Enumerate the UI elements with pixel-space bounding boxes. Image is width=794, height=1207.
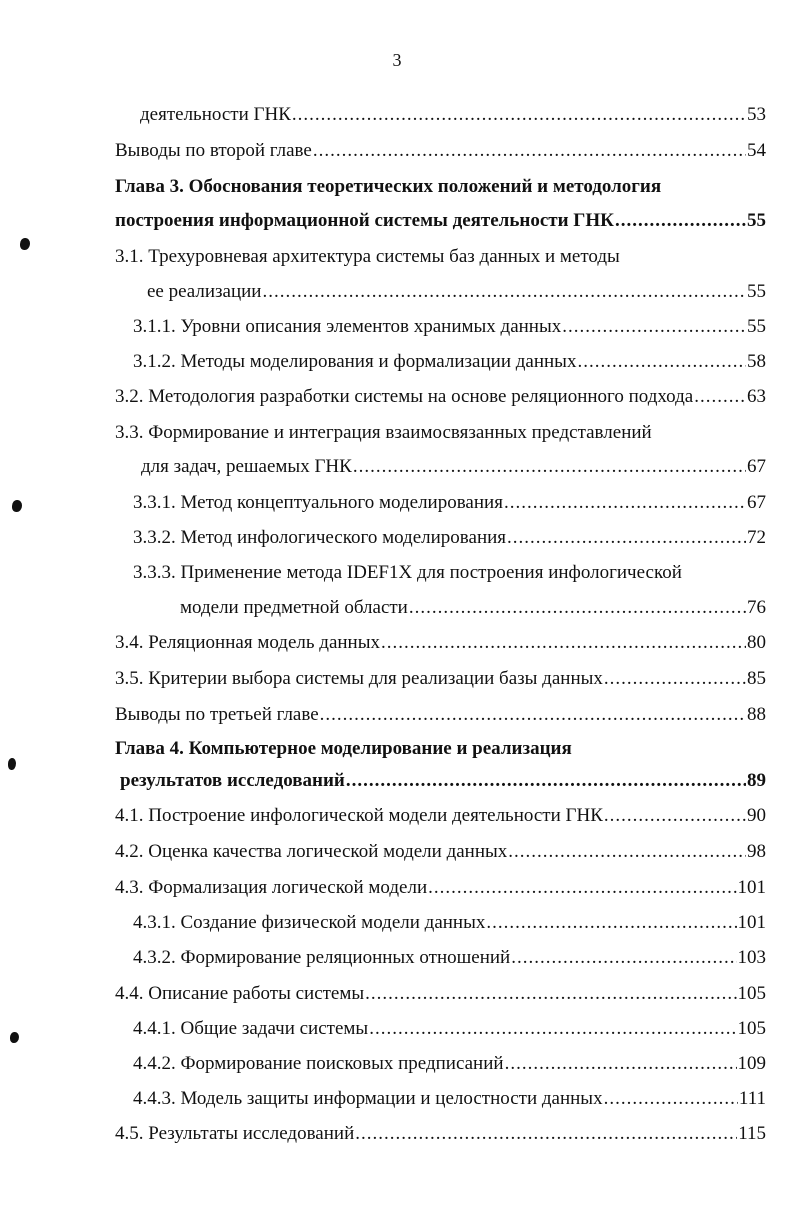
toc-entry-title: 4.2. Оценка качества логической модели данных [115,841,508,862]
leader-dots [409,595,746,621]
toc-section-heading[interactable] [115,420,652,446]
toc-entry[interactable] [133,314,766,340]
toc-entry[interactable] [133,525,766,551]
toc-entry-title: Глава 3. Обоснования теоретических положений и методология [115,176,662,197]
leader-dots [320,702,746,728]
toc-entry-title: 3.1. Трехуровневая архитектура системы баз данных и методы [115,246,620,267]
toc-entry-page: 67 [747,492,766,513]
toc-entry[interactable] [133,910,766,936]
toc-entry-page: 55 [747,281,766,302]
toc-entry-page: 53 [747,104,766,125]
toc-entry-page: 98 [747,841,766,862]
toc-entry-page: 109 [737,1053,766,1074]
toc-entry[interactable] [115,875,766,901]
leader-dots [604,666,746,692]
toc-entry-page: 105 [737,1018,766,1039]
leader-dots [262,279,746,305]
leader-dots [486,910,736,936]
toc-entry-title: деятельности ГНК [140,104,291,125]
toc-entry-title: построения информационной системы деятельности ГНК [115,210,614,231]
toc-entry-page: 101 [737,877,766,898]
toc-entry-page: 111 [738,1088,766,1109]
leader-dots [615,208,746,234]
leader-dots [508,839,746,865]
toc-entry[interactable] [180,595,766,621]
leader-dots [346,768,746,794]
toc-entry[interactable] [115,1121,766,1147]
toc-entry-title: модели предметной области [180,597,408,618]
punch-hole-mark [20,238,30,250]
toc-entry-page: 76 [747,597,766,618]
toc-entry-title: 4.4.2. Формирование поисковых предписаний [133,1053,504,1074]
toc-entry[interactable] [115,666,766,692]
toc-entry[interactable] [115,138,766,164]
toc-entry[interactable] [133,490,766,516]
toc-entry[interactable] [141,454,766,480]
leader-dots [562,314,746,340]
toc-entry-title: 3.3.2. Метод инфологического моделирования [133,527,507,548]
toc-entry-title: результатов исследований [120,770,345,791]
toc-entry-title: 3.1.1. Уровни описания элементов хранимых данных [133,316,562,337]
toc-entry-page: 55 [747,210,766,231]
leader-dots [604,1086,738,1112]
toc-entry[interactable] [133,349,766,375]
toc-entry-title: 3.5. Критерии выбора системы для реализации базы данных [115,668,603,689]
toc-entry-page: 88 [747,704,766,725]
toc-section-heading[interactable] [133,560,682,586]
leader-dots [381,630,746,656]
toc-entry-page: 103 [737,947,766,968]
toc-entry[interactable] [133,1016,766,1042]
toc-entry-title: Выводы по третьей главе [115,704,319,725]
leader-dots [577,349,746,375]
leader-dots [507,525,746,551]
punch-hole-mark [12,500,22,512]
toc-entry-page: 72 [747,527,766,548]
toc-chapter-heading[interactable] [115,736,572,762]
toc-entry[interactable] [120,768,766,794]
toc-entry-title: 4.3.1. Создание физической модели данных [133,912,486,933]
toc-entry-title: ее реализации [147,281,262,302]
leader-dots [428,875,736,901]
leader-dots [604,803,746,829]
toc-chapter-heading[interactable] [115,174,661,200]
toc-entry[interactable] [133,945,766,971]
toc-section-heading[interactable] [115,244,620,270]
toc-entry-title: 4.4. Описание работы системы [115,983,365,1004]
toc-entry-page: 80 [747,632,766,653]
toc-entry[interactable] [140,102,766,128]
toc-entry-page: 89 [747,770,766,791]
toc-entry[interactable] [115,702,766,728]
toc-entry-title: 3.1.2. Методы моделирования и формализации данных [133,351,577,372]
toc-entry[interactable] [115,981,766,1007]
leader-dots [353,454,746,480]
leader-dots [355,1121,737,1147]
toc-entry[interactable] [115,630,766,656]
punch-hole-mark [8,758,16,770]
toc-entry[interactable] [115,803,766,829]
toc-entry[interactable] [115,208,766,234]
toc-entry-page: 58 [747,351,766,372]
leader-dots [504,490,746,516]
toc-entry-title: 4.3. Формализация логической модели [115,877,428,898]
toc-entry-title: 3.3.3. Применение метода IDEF1X для построения инфологической [133,562,682,583]
toc-entry-title: Глава 4. Компьютерное моделирование и реализация [115,738,572,759]
leader-dots [292,102,746,128]
leader-dots [505,1051,737,1077]
toc-entry-page: 54 [747,140,766,161]
toc-entry[interactable] [133,1086,766,1112]
toc-entry-title: 4.4.3. Модель защиты информации и целостности данных [133,1088,603,1109]
toc-entry-title: 4.1. Построение инфологической модели деятельности ГНК [115,805,603,826]
toc-entry-title: 3.3.1. Метод концептуального моделирования [133,492,503,513]
toc-entry-page: 115 [738,1123,766,1144]
toc-entry-page: 63 [747,386,766,407]
leader-dots [313,138,746,164]
toc-entry-title: 4.4.1. Общие задачи системы [133,1018,369,1039]
toc-entry-title: 4.3.2. Формирование реляционных отношений [133,947,511,968]
toc-entry-page: 67 [747,456,766,477]
toc-entry-title: для задач, решаемых ГНК [141,456,352,477]
toc-entry[interactable] [115,384,766,410]
punch-hole-mark [10,1032,19,1043]
toc-entry-page: 101 [737,912,766,933]
toc-entry[interactable] [115,839,766,865]
toc-entry-title: 3.2. Методология разработки системы на основе реляционного подхода [115,386,694,407]
toc-entry-title: 3.4. Реляционная модель данных [115,632,380,653]
toc-entry-title: Выводы по второй главе [115,140,312,161]
toc-entry-title: 3.3. Формирование и интеграция взаимосвязанных представлений [115,422,652,443]
page-number: 3 [392,50,402,70]
toc-entry-page: 105 [737,983,766,1004]
leader-dots [694,384,746,410]
leader-dots [511,945,736,971]
leader-dots [369,1016,736,1042]
toc-entry-page: 55 [747,316,766,337]
toc-entry[interactable] [133,1051,766,1077]
toc-entry-page: 90 [747,805,766,826]
toc-entry-page: 85 [747,668,766,689]
toc-entry-title: 4.5. Результаты исследований [115,1123,355,1144]
toc-entry[interactable] [147,279,766,305]
leader-dots [365,981,736,1007]
